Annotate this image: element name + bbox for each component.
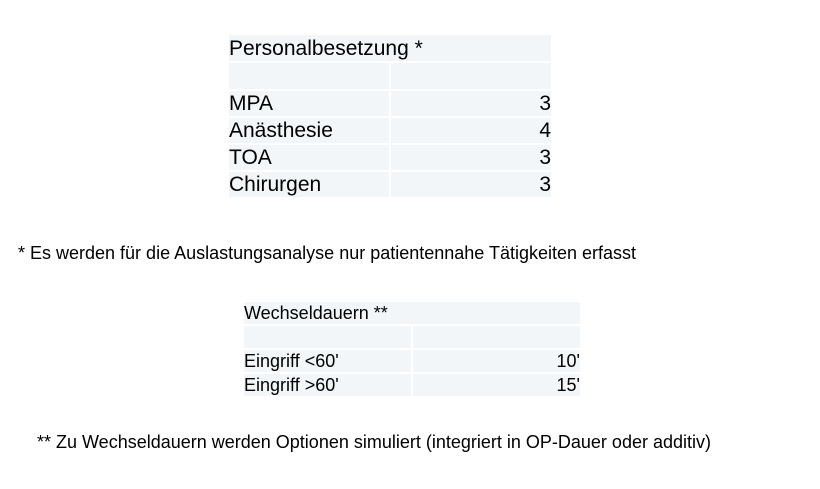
changeover-duration: 10' xyxy=(413,350,580,372)
table-row xyxy=(244,350,580,372)
role-count: 3 xyxy=(391,172,551,197)
role-count: 4 xyxy=(391,118,551,143)
table-row xyxy=(244,374,580,396)
changeover-table-title: Wechseldauern ** xyxy=(244,302,580,324)
role-label: Chirurgen xyxy=(229,172,389,197)
role-label: TOA xyxy=(229,145,389,170)
table-row xyxy=(229,145,551,170)
role-count: 3 xyxy=(391,91,551,116)
table-row xyxy=(229,118,551,143)
blank-cell xyxy=(413,326,580,348)
role-label: MPA xyxy=(229,91,389,116)
changeover-footnote: ** Zu Wechseldauern werden Optionen simuliert (integriert in OP-Dauer oder additiv) xyxy=(37,432,711,452)
table-row xyxy=(229,172,551,197)
procedure-label: Eingriff >60' xyxy=(244,374,411,396)
blank-cell xyxy=(229,63,389,89)
staffing-table xyxy=(227,33,553,199)
blank-cell xyxy=(391,63,551,89)
staffing-footnote: * Es werden für die Auslastungsanalyse nur patientennahe Tätigkeiten erfasst xyxy=(18,243,637,263)
changeover-table xyxy=(242,300,582,398)
changeover-duration: 15' xyxy=(413,374,580,396)
role-label: Anästhesie xyxy=(229,118,389,143)
role-count: 3 xyxy=(391,145,551,170)
staffing-table-title: Personalbesetzung * xyxy=(229,35,551,61)
table-row xyxy=(229,91,551,116)
blank-cell xyxy=(244,326,411,348)
procedure-label: Eingriff <60' xyxy=(244,350,411,372)
